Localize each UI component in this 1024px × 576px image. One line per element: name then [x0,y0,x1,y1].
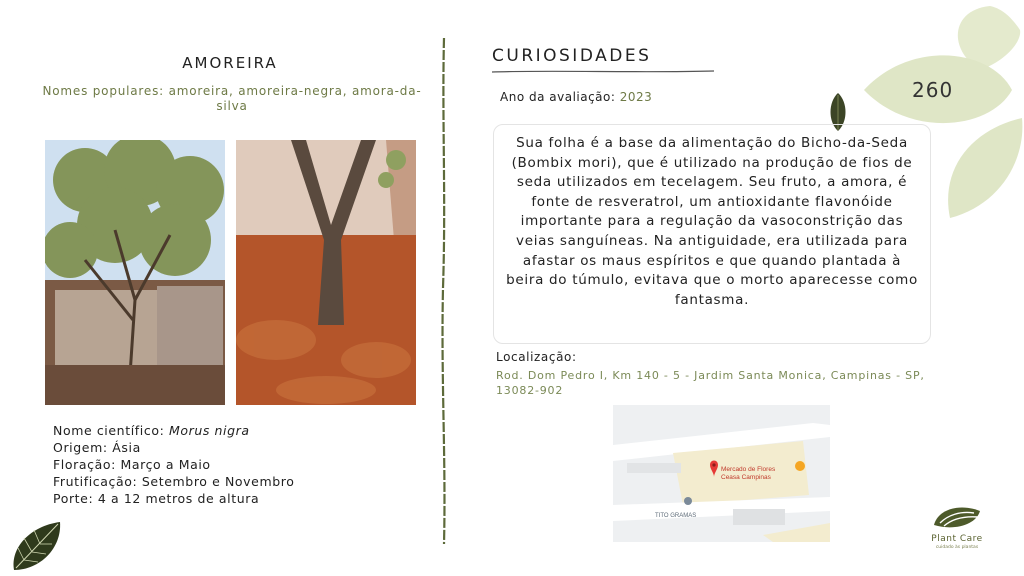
plant-title: AMOREIRA [182,54,278,72]
evaluation-year [500,90,652,104]
curiosities-heading: CURIOSIDADES [492,46,652,66]
evaluation-year-value: 2023 [619,90,653,104]
map-nearby-label: TITO GRAMAS [655,513,697,519]
decorative-leaf-icon [8,518,64,574]
vertical-divider [438,38,450,544]
curiosity-text: Sua folha é a base da alimentação do Bicho-da-Seda (Bombix mori), que é utilizado na produção de fios de seda utilizados em tecelagem. Seu fruto, a amora, é fonte de resveratrol, um antioxidante flavonóide importante para a regulação da vasoconstrição das veias sanguíneas. Na antiguidade, era utilizada para afastar os maus espíritos e que quando plantada à beira do túmulo, evitava que o morto aparecesse como fantasma. [506,135,918,308]
map-place-line2: Ceasa Campinas [721,474,771,481]
heading-underline [492,69,714,74]
origin-line: Origem: Ásia [53,440,141,455]
card-number: 260 [912,78,954,102]
plant-facts [53,422,294,507]
tree-photo-full [45,140,225,405]
scientific-name: Morus nigra [168,423,250,438]
evaluation-year-label: Ano da avaliação: [500,90,620,104]
tree-trunk-photo [236,140,416,405]
map-place-line1: Mercado de Flores [721,466,776,473]
brand-tagline: cuidado às plantas [935,545,979,550]
scientific-name-label: Nome científico: [53,423,169,438]
brand-name: Plant Care [931,534,983,544]
scientific-name-line [53,422,294,439]
location-map[interactable] [613,405,830,542]
flowering-line: Floração: Março a Maio [53,457,211,472]
popular-names: Nomes populares: amoreira, amoreira-negra, amora-da-silva [42,84,422,113]
fruiting-line: Frutificação: Setembro e Novembro [53,474,295,489]
size-line: Porte: 4 a 12 metros de altura [53,491,260,506]
plant-care-logo [930,503,982,531]
location-address[interactable]: Rod. Dom Pedro I, Km 140 - 5 - Jardim Santa Monica, Campinas - SP, 13082-902 [496,369,925,397]
location-label: Localização: [496,350,577,364]
